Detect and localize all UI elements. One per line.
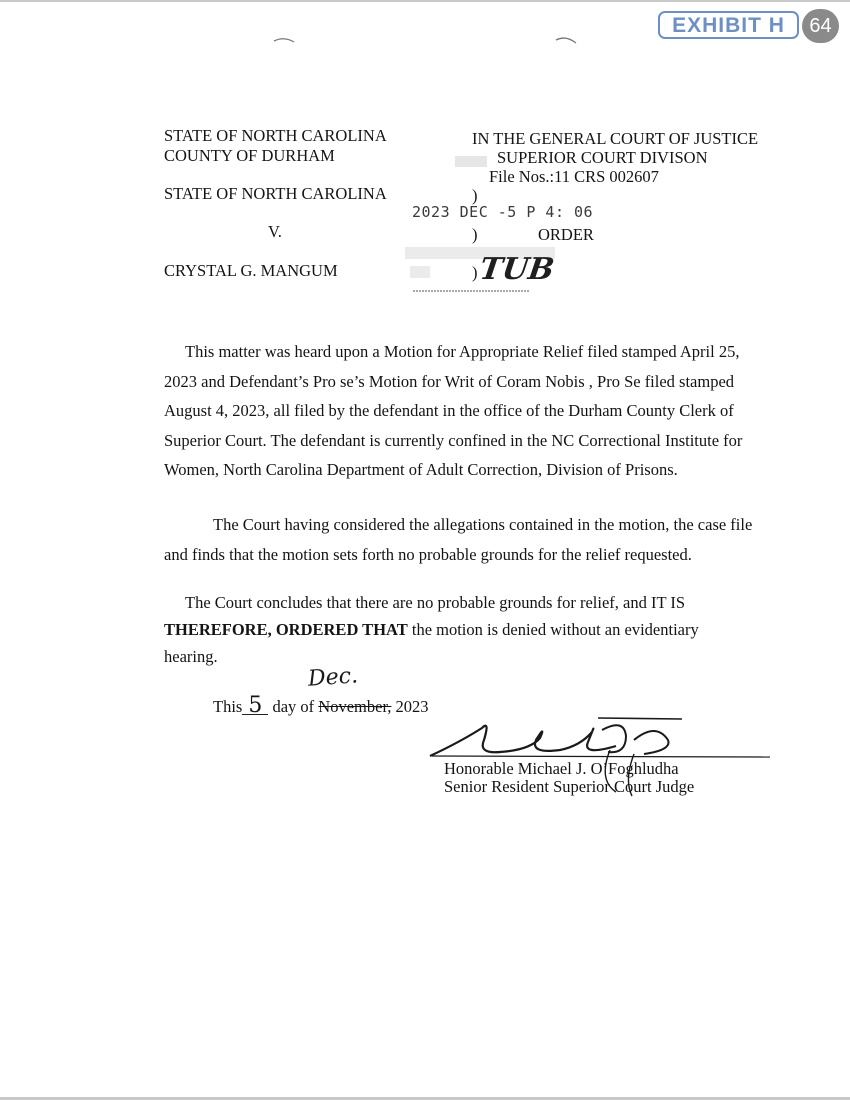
signature-stroke (634, 731, 669, 754)
paragraph-line (164, 616, 784, 643)
exhibit-label-badge: EXHIBIT H (658, 11, 799, 39)
versus-label: V. (268, 222, 282, 241)
paragraph-line: The Court having considered the allegations contained in the motion, the case file (213, 515, 753, 534)
defendant-name: CRYSTAL G. MANGUM (164, 261, 338, 280)
signature-stroke (598, 718, 682, 719)
judge-name: Honorable Michael J. O’Foghludha (444, 759, 679, 778)
paragraph-line: hearing. (164, 647, 218, 666)
date-year: 2023 (391, 697, 429, 716)
caption-bracket: ) (472, 186, 478, 205)
signature-line (432, 756, 770, 757)
state-heading: STATE OF NORTH CAROLINA (164, 126, 387, 145)
county-heading: COUNTY OF DURHAM (164, 146, 335, 165)
signature-stroke (430, 726, 616, 756)
paragraph-line: Women, North Carolina Department of Adult Correction, Division of Prisons. (164, 460, 678, 479)
judge-title: Senior Resident Superior Court Judge (444, 777, 695, 796)
paragraph-line: August 4, 2023, all filed by the defendant in the office of the Durham County Clerk of (164, 401, 734, 420)
paragraph-findings (164, 510, 784, 569)
paragraph-order (164, 589, 784, 670)
paragraph-line: This matter was heard upon a Motion for Appropriate Relief filed stamped April 25, (185, 342, 740, 361)
ordered-emphasis: THEREFORE, ORDERED THAT (164, 620, 408, 639)
speck-mark (274, 39, 294, 42)
date-this: This (213, 697, 243, 716)
caption-bracket: ) (472, 225, 478, 244)
paragraph-line-rest: the motion is denied without an evidentiary (407, 620, 699, 639)
court-heading: IN THE GENERAL COURT OF JUSTICE (472, 129, 759, 148)
file-number: File Nos.:11 CRS 002607 (489, 167, 659, 186)
order-title: ORDER (538, 225, 594, 244)
speck-mark (556, 38, 576, 43)
stamp-faded-text (455, 156, 487, 167)
day-number-handwritten: 5 (242, 697, 268, 715)
filing-stamp-datetime: 2023 DEC -5 P 4: 06 (412, 203, 594, 221)
struck-month: November, (318, 697, 392, 716)
date-line (213, 693, 429, 718)
paragraph-motion (164, 337, 784, 485)
paragraph-line: Superior Court. The defendant is currently confined in the NC Correctional Institute for (164, 430, 743, 450)
paragraph-line: and finds that the motion sets forth no probable grounds for the relief requested. (164, 544, 692, 564)
page-number-badge: 64 (802, 9, 839, 43)
date-day-of: day of (268, 697, 319, 716)
paragraph-line: The Court concludes that there are no probable grounds for relief, and IT IS (185, 593, 686, 612)
division-heading: SUPERIOR COURT DIVISON (497, 148, 708, 167)
paragraph-line: 2023 and Defendant’s Pro se’s Motion for Writ of Coram Nobis , Pro Se filed stamped (164, 371, 735, 391)
caption-bracket: ) (472, 263, 478, 282)
plaintiff-name: STATE OF NORTH CAROLINA (164, 184, 387, 203)
clerk-initials: TUB (477, 252, 557, 287)
handwritten-month: Dec. (307, 663, 359, 692)
stamp-faded-text (410, 266, 430, 278)
